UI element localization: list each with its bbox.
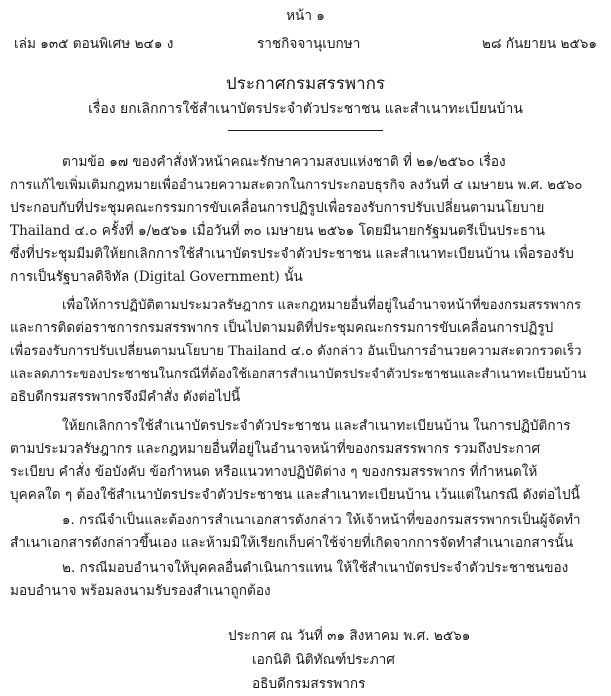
signatory-position: อธิบดีกรมสรรพากร: [252, 676, 366, 692]
document-subject: เรื่อง ยกเลิกการใช้สำเนาบัตรประจำตัวประชาชน และสำเนาทะเบียนบ้าน: [88, 101, 523, 117]
body-line: และลดภาระของประชาชนในกรณีที่ต้องใช้เอกสารสำเนาบัตรประจำตัวประชาชนและสำเนาทะเบียนบ้าน: [10, 367, 587, 382]
body-line: สำเนาเอกสารดังกล่าวขึ้นเอง และห้ามมิให้เรียกเก็บค่าใช้จ่ายที่เกิดจากการจัดทำสำเนาเอกสารนั้น: [10, 535, 574, 551]
signatory-name: เอกนิติ นิติทัณฑ์ประภาศ: [252, 652, 395, 668]
body-line: ซึ่งที่ประชุมมีมติให้ยกเลิกการใช้สำเนาบัตรประจำตัวประชาชน และสำเนาทะเบียนบ้าน เพื่อรองรับ: [10, 246, 574, 262]
title-divider: [228, 130, 383, 131]
page-number: หน้า ๑: [286, 8, 325, 24]
body-line: ๒. กรณีมอบอำนาจให้บุคคลอื่นดำเนินการแทน ให้ใช้สำเนาบัตรประจำตัวประชาชนของ: [62, 560, 569, 576]
body-line: การแก้ไขเพิ่มเติมกฎหมายเพื่ออำนวยความสะดวกในการประกอบธุรกิจ ลงวันที่ ๔ เมษายน พ.ศ. ๒๕๖๐: [10, 178, 583, 193]
body-line: ให้ยกเลิกการใช้สำเนาบัตรประจำตัวประชาชน และสำเนาทะเบียนบ้าน ในการปฏิบัติการ: [62, 418, 571, 434]
body-line: และการติดต่อราชการกรมสรรพากร เป็นไปตามมติที่ประชุมคณะกรรมการขับเคลื่อนการปฏิรูป: [10, 320, 554, 336]
body-line: ประกอบกับที่ประชุมคณะกรรมการขับเคลื่อนการปฏิรูปเพื่อรองรับการปรับเปลี่ยนตามนโยบาย: [10, 200, 545, 216]
announcement-date: ประกาศ ณ วันที่ ๓๑ สิงหาคม พ.ศ. ๒๕๖๑: [228, 628, 471, 644]
body-line: เพื่อให้การปฏิบัติตามประมวลรัษฎากร และกฎหมายอื่นที่อยู่ในอำนาจหน้าที่ของกรมสรรพากร: [62, 298, 582, 313]
body-line: ตามข้อ ๑๗ ของคำสั่งหัวหน้าคณะรักษาความสงบแห่งชาติ ที่ ๒๑/๒๕๖๐ เรื่อง: [62, 154, 506, 170]
body-line: มอบอำนาจ พร้อมลงนามรับรองสำเนาถูกต้อง: [10, 583, 271, 599]
body-line: อธิบดีกรมสรรพากรจึงมีคำสั่ง ดังต่อไปนี้: [10, 389, 241, 405]
gazette-name: ราชกิจจานุเบกษา: [257, 36, 361, 52]
body-line: เพื่อรองรับการปรับเปลี่ยนตามนโยบาย Thailand ๔.๐ ดังกล่าว อันเป็นการอำนวยความสะดวกรวดเร็ว: [10, 344, 582, 359]
body-line: บุคคลใด ๆ ต้องใช้สำเนาบัตรประจำตัวประชาชน และสำเนาทะเบียนบ้าน เว้นแต่ในกรณี ดังต่อไปนี้: [10, 487, 580, 503]
document-title: ประกาศกรมสรรพากร: [225, 74, 386, 94]
body-line: Thailand ๔.๐ ครั้งที่ ๑/๒๕๖๑ เมื่อวันที่ ๓๐ เมษายน ๒๕๖๑ โดยมีนายกรัฐมนตรีเป็นประธาน: [10, 223, 545, 239]
body-line: ตามประมวลรัษฎากร และกฎหมายอื่นที่อยู่ในอำนาจหน้าที่ของกรมสรรพากร รวมถึงประกาศ: [10, 441, 541, 457]
gazette-volume: เล่ม ๑๓๕ ตอนพิเศษ ๒๔๑ ง: [14, 36, 174, 52]
body-line: การเป็นรัฐบาลดิจิทัล (Digital Government) นั้น: [10, 269, 303, 285]
gazette-date: ๒๘ กันยายน ๒๕๖๑: [482, 36, 597, 52]
body-line: ระเบียบ คำสั่ง ข้อบังคับ ข้อกำหนด หรือแนวทางปฏิบัติต่าง ๆ ของกรมสรรพากร ที่กำหนดให้: [10, 464, 538, 480]
body-line: ๑. กรณีจำเป็นและต้องการสำเนาเอกสารดังกล่าว ให้เจ้าหน้าที่ของกรมสรรพากรเป็นผู้จัดทำ: [62, 513, 581, 528]
